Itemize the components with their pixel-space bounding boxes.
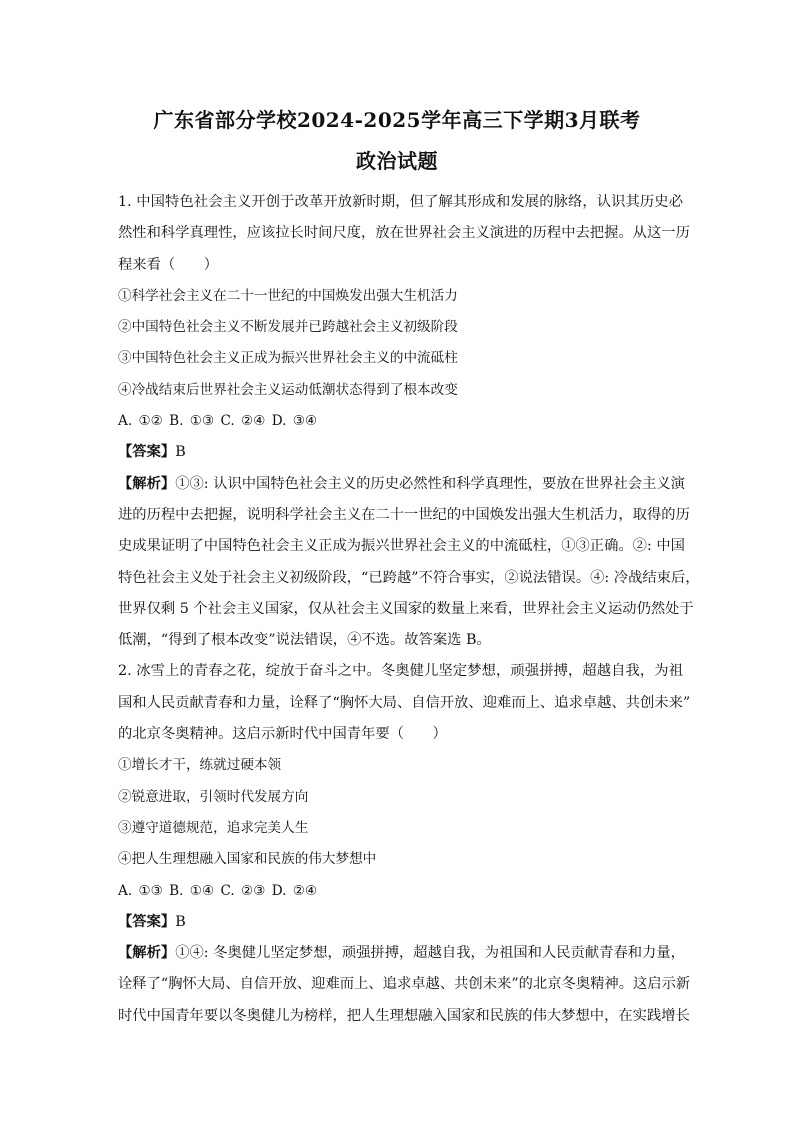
question-stem-line: 然性和科学真理性，应该拉长时间尺度，放在世界社会主义演进的历程中去把握。从这一历	[118, 225, 690, 242]
page-subtitle: 政治试题	[356, 149, 438, 173]
option-item: ③中国特色社会主义正成为振兴世界社会主义的中流砥柱	[118, 350, 458, 367]
answer-line	[118, 907, 683, 938]
answer-choices: A. ①③ B. ①④ C. ②③ D. ②④	[118, 882, 318, 899]
answer-line	[118, 437, 683, 468]
answer-tag: 【答案】	[118, 913, 176, 930]
analysis-line: 时代中国青年要以冬奥健儿为榜样，把人生理想融入国家和民族的伟大梦想中，在实践增长	[118, 1007, 690, 1024]
option-item: ①科学社会主义在二十一世纪的中国焕发出强大生机活力	[118, 287, 458, 304]
analysis-line: 低潮，“得到了根本改变”说法错误，④不选。故答案选 B。	[118, 632, 491, 649]
analysis-line: 世界仅剩 5 个社会主义国家，仅从社会主义国家的数量上来看，世界社会主义运动仍然处于	[118, 600, 694, 617]
answer-choices: A. ①② B. ①③ C. ②④ D. ③④	[118, 413, 318, 430]
analysis-line	[118, 469, 683, 500]
option-item: ④把人生理想融入国家和民族的伟大梦想中	[118, 851, 377, 868]
question-stem-line: 的北京冬奥精神。这启示新时代中国青年要（ ）	[118, 726, 447, 743]
question-2	[118, 656, 691, 1032]
analysis-line: 进的历程中去把握，说明科学社会主义在二十一世纪的中国焕发出强大生机活力，取得的历	[118, 506, 690, 523]
option-item: ③遵守道德规范，追求完美人生	[118, 819, 309, 836]
question-stem-line: 程来看（ ）	[118, 256, 219, 273]
analysis-line: 史成果证明了中国特色社会主义正成为振兴世界社会主义的中流砥柱，①③正确。②: 中国	[118, 538, 685, 555]
answer-tag: 【答案】	[118, 444, 176, 461]
analysis-text: ①③: 认识中国特色社会主义的历史必然性和科学真理性，要放在世界社会主义演	[175, 475, 685, 492]
answer-value: B	[175, 913, 186, 930]
option-item: ①增长才干，练就过硬本领	[118, 757, 282, 774]
analysis-tag: 【解析】	[118, 475, 176, 492]
analysis-line: 特色社会主义处于社会主义初级阶段，“已跨越”不符合事实，②说法错误。④: 冷战结束后，	[118, 569, 700, 586]
option-item: ②锐意进取，引领时代发展方向	[118, 788, 309, 805]
question-stem-line: 国和人民贡献青春和力量，诠释了“胸怀大局、自信开放、迎难而上、追求卓越、共创未来”	[118, 694, 691, 711]
question-stem-line: 2. 冰雪上的青春之花，绽放于奋斗之中。冬奥健儿坚定梦想，顽强拼搏，超越自我，为祖	[118, 663, 683, 680]
analysis-tag: 【解析】	[118, 945, 176, 962]
option-item: ④冷战结束后世界社会主义运动低潮状态得到了根本改变	[118, 381, 458, 398]
analysis-text: ①④: 冬奥健儿坚定梦想，顽强拼搏，超越自我，为祖国和人民贡献青春和力量，	[175, 945, 685, 962]
analysis-line: 诠释了“胸怀大局、自信开放、迎难而上、追求卓越、共创未来”的北京冬奥精神。这启示新	[118, 976, 691, 993]
analysis-line	[118, 938, 683, 969]
answer-value: B	[175, 444, 186, 461]
question-content	[118, 187, 700, 1032]
option-item: ②中国特色社会主义不断发展并已跨越社会主义初级阶段	[118, 319, 458, 336]
page-title: 广东省部分学校2024-2025学年高三下学期3月联考	[153, 108, 641, 132]
question-stem-line: 1. 中国特色社会主义开创于改革开放新时期，但了解其形成和发展的脉络，认识其历史必	[118, 194, 683, 210]
question-1	[118, 187, 700, 656]
